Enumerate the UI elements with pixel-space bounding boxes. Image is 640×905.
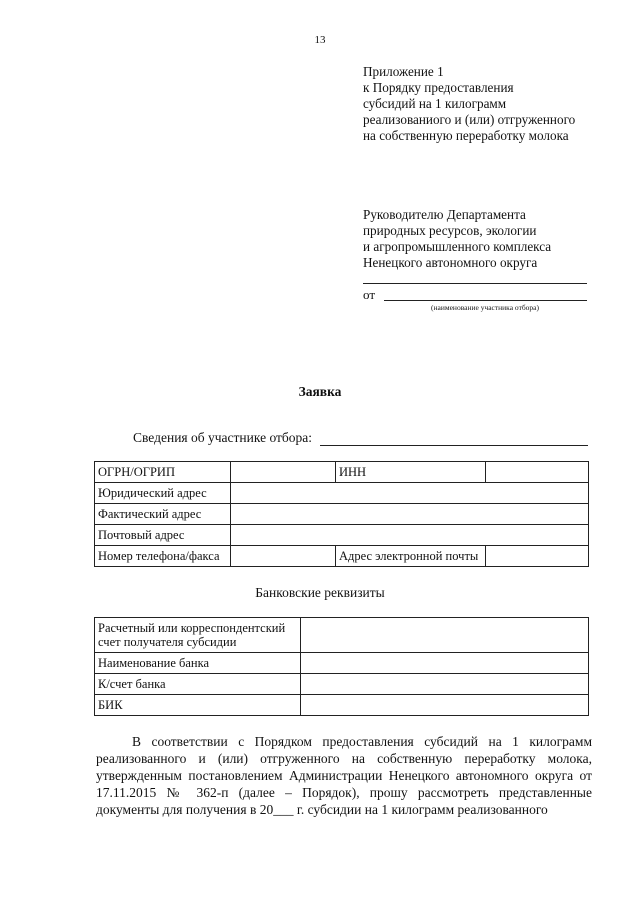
appendix-header <box>363 64 575 144</box>
from-caption: (наименование участника отбора) <box>431 303 539 312</box>
phone-label: Номер телефона/факса <box>95 546 231 567</box>
table-row <box>95 674 589 695</box>
addressee-line: Руководителю Департамента <box>363 207 526 222</box>
table-row <box>95 504 589 525</box>
from-label: от <box>363 287 376 302</box>
table-row <box>95 618 589 653</box>
inn-field[interactable] <box>486 462 589 483</box>
appendix-line: к Порядку предоставления <box>363 80 514 95</box>
legal-address-field[interactable] <box>231 483 589 504</box>
table-row <box>95 462 589 483</box>
bank-name-label: Наименование банка <box>95 653 301 674</box>
bik-label: БИК <box>95 695 301 716</box>
addressee-line: Ненецкого автономного округа <box>363 255 538 270</box>
ogrn-field[interactable] <box>231 462 336 483</box>
email-label: Адрес электронной почты <box>336 546 486 567</box>
phone-field[interactable] <box>231 546 336 567</box>
actual-address-label: Фактический адрес <box>95 504 231 525</box>
appendix-line: субсидий на 1 килограмм <box>363 96 507 111</box>
corr-account-label: К/счет банка <box>95 674 301 695</box>
postal-address-field[interactable] <box>231 525 589 546</box>
table-row <box>95 695 589 716</box>
postal-address-label: Почтовый адрес <box>95 525 231 546</box>
from-blank-line <box>384 300 587 301</box>
actual-address-field[interactable] <box>231 504 589 525</box>
bank-details-table <box>94 617 589 716</box>
participant-table <box>94 461 589 567</box>
addressee-blank-line <box>363 283 587 284</box>
inn-label: ИНН <box>336 462 486 483</box>
table-row <box>95 483 589 504</box>
document-title: Заявка <box>298 384 342 399</box>
addressee-line: природных ресурсов, экологии <box>363 223 537 238</box>
addressee-block <box>363 207 551 271</box>
bik-field[interactable] <box>301 695 589 716</box>
appendix-line: Приложение 1 <box>363 64 444 79</box>
table-row <box>95 653 589 674</box>
ogrn-label: ОГРН/ОГРИП <box>95 462 231 483</box>
account-label: Расчетный или корреспондентский счет получателя субсидии <box>95 618 301 653</box>
email-field[interactable] <box>486 546 589 567</box>
account-field[interactable] <box>301 618 589 653</box>
body-paragraph: В соответствии с Порядком предоставления субсидий на 1 килограмм реализованного и (или) отгруженного на собственную переработку молока, утвержденным постановлением Администрации Ненецкого автономного округа от 17.11.2015 № 362-п (далее – Порядок), прошу рассмотреть представленные документы для получения в 20___ г. субсидии на 1 килограмм реализованного <box>96 734 592 817</box>
participant-label: Сведения об участнике отбора: <box>133 430 313 445</box>
page-number: 13 <box>314 34 326 46</box>
bank-name-field[interactable] <box>301 653 589 674</box>
corr-account-field[interactable] <box>301 674 589 695</box>
table-row <box>95 525 589 546</box>
table-row <box>95 546 589 567</box>
addressee-line: и агропромышленного комплекса <box>363 239 552 254</box>
legal-address-label: Юридический адрес <box>95 483 231 504</box>
bank-details-heading: Банковские реквизиты <box>255 585 385 600</box>
appendix-line: на собственную переработку молока <box>363 128 569 143</box>
participant-blank-line <box>320 445 588 446</box>
appendix-line: реализованиого и (или) отгруженного <box>363 112 576 127</box>
